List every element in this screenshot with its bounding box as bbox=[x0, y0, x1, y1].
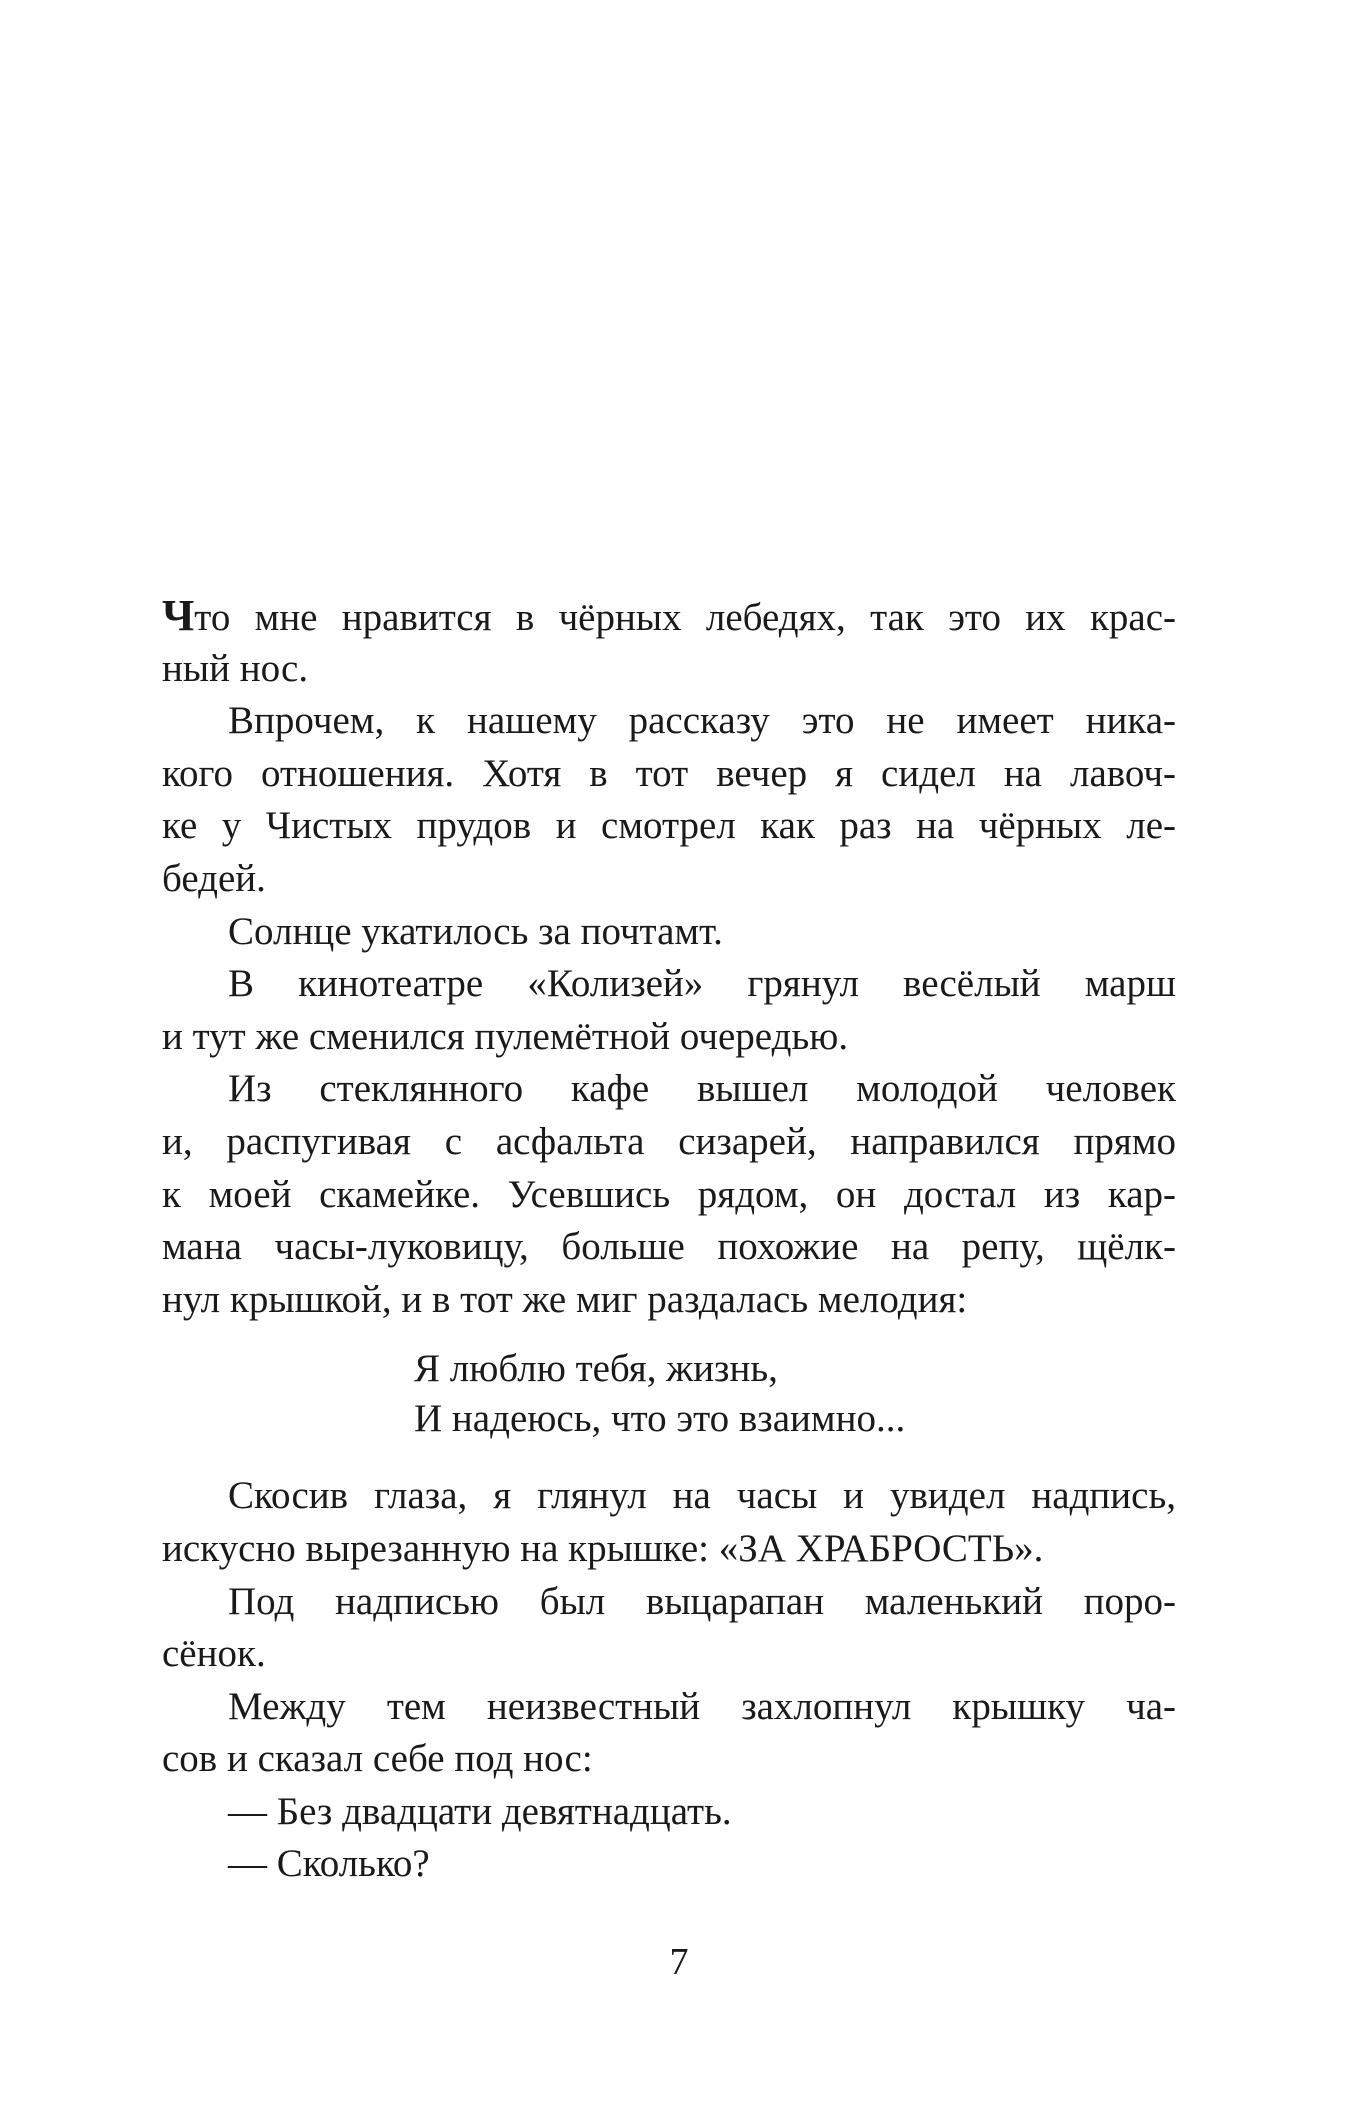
text-line: В кинотеатре «Колизей» грянул весёлый марш bbox=[228, 962, 1176, 1006]
body-text bbox=[162, 590, 1176, 1891]
text-line-content: то мне нравится в чёрных лебедях, так это их крас- bbox=[194, 596, 1176, 639]
text-line: Впрочем, к нашему рассказу это не имеет ника- bbox=[228, 699, 1176, 743]
text-line: мана часы-луковицу, больше похожие на репу, щёлк- bbox=[162, 1225, 1176, 1269]
text-line: нул крышкой, и в тот же миг раздалась мелодия: bbox=[162, 1277, 968, 1321]
text-line: сов и сказал себе под нос: bbox=[162, 1737, 593, 1781]
dropcap-letter: Ч bbox=[162, 591, 195, 640]
text-line bbox=[162, 590, 1176, 643]
page-number: 7 bbox=[669, 1941, 689, 1983]
text-line: Между тем неизвестный захлопнул крышку ча- bbox=[228, 1684, 1176, 1728]
text-line: Скосив глаза, я глянул на часы и увидел надпись, bbox=[228, 1474, 1176, 1518]
text-line: кого отношения. Хотя в тот вечер я сидел на лавоч- bbox=[162, 751, 1176, 795]
text-line: Из стеклянного кафе вышел молодой человек bbox=[228, 1067, 1176, 1111]
text-line: ке у Чистых прудов и смотрел как раз на чёрных ле- bbox=[162, 804, 1176, 848]
text-line: и тут же сменился пулемётной очередью. bbox=[162, 1014, 849, 1058]
text-line: к моей скамейке. Усевшись рядом, он достал из кар- bbox=[162, 1172, 1176, 1216]
text-line: Солнце укатилось за почтамт. bbox=[228, 909, 723, 953]
poem-line: И надеюсь, что это взаимно... bbox=[414, 1397, 906, 1441]
dialogue-line: — Без двадцати девятнадцать. bbox=[228, 1789, 732, 1833]
text-line: Под надписью был выцарапан маленький поро- bbox=[228, 1579, 1176, 1623]
text-line: ный нос. bbox=[162, 646, 309, 690]
text-line: и, распугивая с асфальта сизарей, направился прямо bbox=[162, 1119, 1176, 1163]
poem-quote bbox=[414, 1344, 1176, 1444]
text-line: бедей. bbox=[162, 856, 266, 900]
poem-line: Я люблю тебя, жизнь, bbox=[414, 1347, 778, 1391]
dialogue-line: — Сколько? bbox=[228, 1842, 430, 1886]
text-line: искусно вырезанную на крышке: «ЗА ХРАБРОСТЬ». bbox=[162, 1526, 1044, 1570]
text-line: сёнок. bbox=[162, 1632, 266, 1676]
